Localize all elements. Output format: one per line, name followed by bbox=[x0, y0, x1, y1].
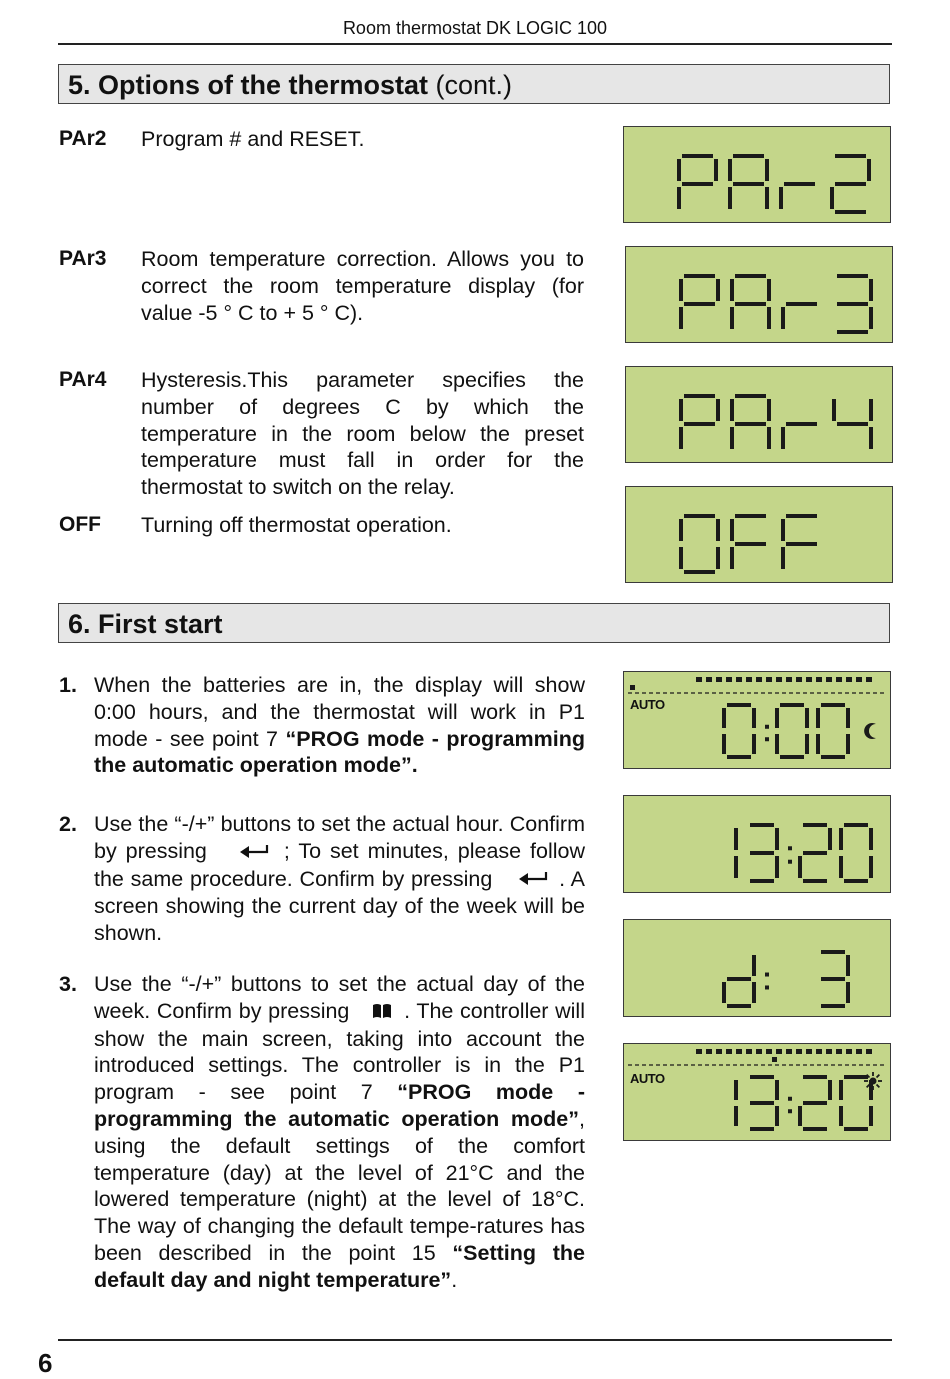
section-5-heading bbox=[58, 64, 890, 104]
section-6-title: 6. First start bbox=[68, 609, 223, 639]
step-text-run: Use the “-/+” buttons to set the actual hour. Confirm by pressing bbox=[94, 812, 585, 863]
lcd-segments bbox=[624, 796, 889, 891]
lcd-segments bbox=[626, 247, 891, 341]
param-description: Hysteresis.This parameter specifies the number of degrees C by which the temperature in the room below the preset temperature must fall in order for the thermostat to switch on the relay. bbox=[141, 368, 584, 500]
step-text-bold: “Setting the default day and night temperature” bbox=[94, 1240, 585, 1292]
step-text-run: . A screen showing the current day of the week will be shown. bbox=[94, 866, 585, 946]
step-number: 1. bbox=[59, 673, 77, 697]
param-description: Room temperature correction. Allows you to correct the room temperature display (for value -5 ° C to + 5 ° C). bbox=[141, 247, 584, 325]
lcd-display-step4 bbox=[623, 1043, 891, 1141]
param-label: PAr4 bbox=[59, 368, 107, 391]
running-header: Room thermostat DK LOGIC 100 bbox=[342, 18, 608, 38]
step-text-run: . The controller will show the main screen, taking into account the introduced settings. The controller is in the P1 program - see point 7 bbox=[94, 998, 585, 1105]
step-3-text bbox=[94, 971, 585, 1293]
lcd-segments bbox=[624, 672, 889, 767]
step-text-bold: “PROG mode - programming the automatic operation mode” bbox=[94, 1080, 585, 1131]
lcd-display-step3 bbox=[623, 919, 891, 1017]
step-text-run: , using the default settings of the comfort temperature (day) at the level of 21°C and the lowered temperature (night) at the level of 18°C. The way of changing the default tempe-ratures has been described in the point 15 bbox=[94, 1106, 585, 1265]
section-5-title: 5. Options of the thermostat bbox=[68, 70, 429, 100]
param-description: Turning off thermostat operation. bbox=[141, 513, 452, 537]
step-number: 2. bbox=[59, 812, 77, 836]
lcd-display-step2 bbox=[623, 795, 891, 893]
lcd-segments bbox=[624, 920, 889, 1015]
section-5-suffix: (cont.) bbox=[428, 70, 513, 100]
section-6-heading bbox=[58, 603, 890, 643]
enter-arrow-icon bbox=[238, 839, 270, 866]
footer-rule bbox=[58, 1339, 892, 1341]
book-icon bbox=[372, 999, 392, 1026]
lcd-segments bbox=[626, 487, 891, 581]
moon-icon bbox=[864, 723, 876, 739]
step-text-run: . bbox=[451, 1267, 458, 1292]
auto-mode-label: AUTO bbox=[630, 1071, 665, 1086]
step-2-text bbox=[94, 811, 585, 947]
lcd-display-par4 bbox=[625, 366, 893, 463]
lcd-segments bbox=[626, 367, 891, 461]
auto-mode-label: AUTO bbox=[630, 697, 665, 712]
param-label: PAr2 bbox=[59, 127, 107, 150]
lcd-segments bbox=[624, 127, 889, 221]
lcd-segments bbox=[624, 1044, 889, 1139]
step-number: 3. bbox=[59, 972, 77, 996]
param-label: PAr3 bbox=[59, 247, 107, 270]
header-rule bbox=[58, 43, 892, 45]
step-text-bold: “PROG mode - programming the automatic operation mode”. bbox=[94, 726, 585, 778]
enter-arrow-icon bbox=[517, 866, 549, 893]
param-description: Program # and RESET. bbox=[141, 127, 365, 151]
lcd-display-off bbox=[625, 486, 893, 583]
step-text-run: When the batteries are in, the display will show 0:00 hours, and the thermostat will work in P1 mode - see point 7 bbox=[94, 673, 585, 751]
step-text-run: ; To set minutes, please follow the same procedure. Confirm by pressing bbox=[94, 838, 586, 891]
sun-icon bbox=[864, 1072, 882, 1090]
step-1-text bbox=[94, 672, 585, 779]
param-label: OFF bbox=[59, 513, 101, 536]
lcd-display-par2 bbox=[623, 126, 891, 223]
lcd-display-par3 bbox=[625, 246, 893, 343]
step-text-run: Use the “-/+” buttons to set the actual day of the week. Confirm by pressing bbox=[94, 972, 585, 1023]
page-number: 6 bbox=[38, 1348, 53, 1378]
lcd-display-step1 bbox=[623, 671, 891, 769]
